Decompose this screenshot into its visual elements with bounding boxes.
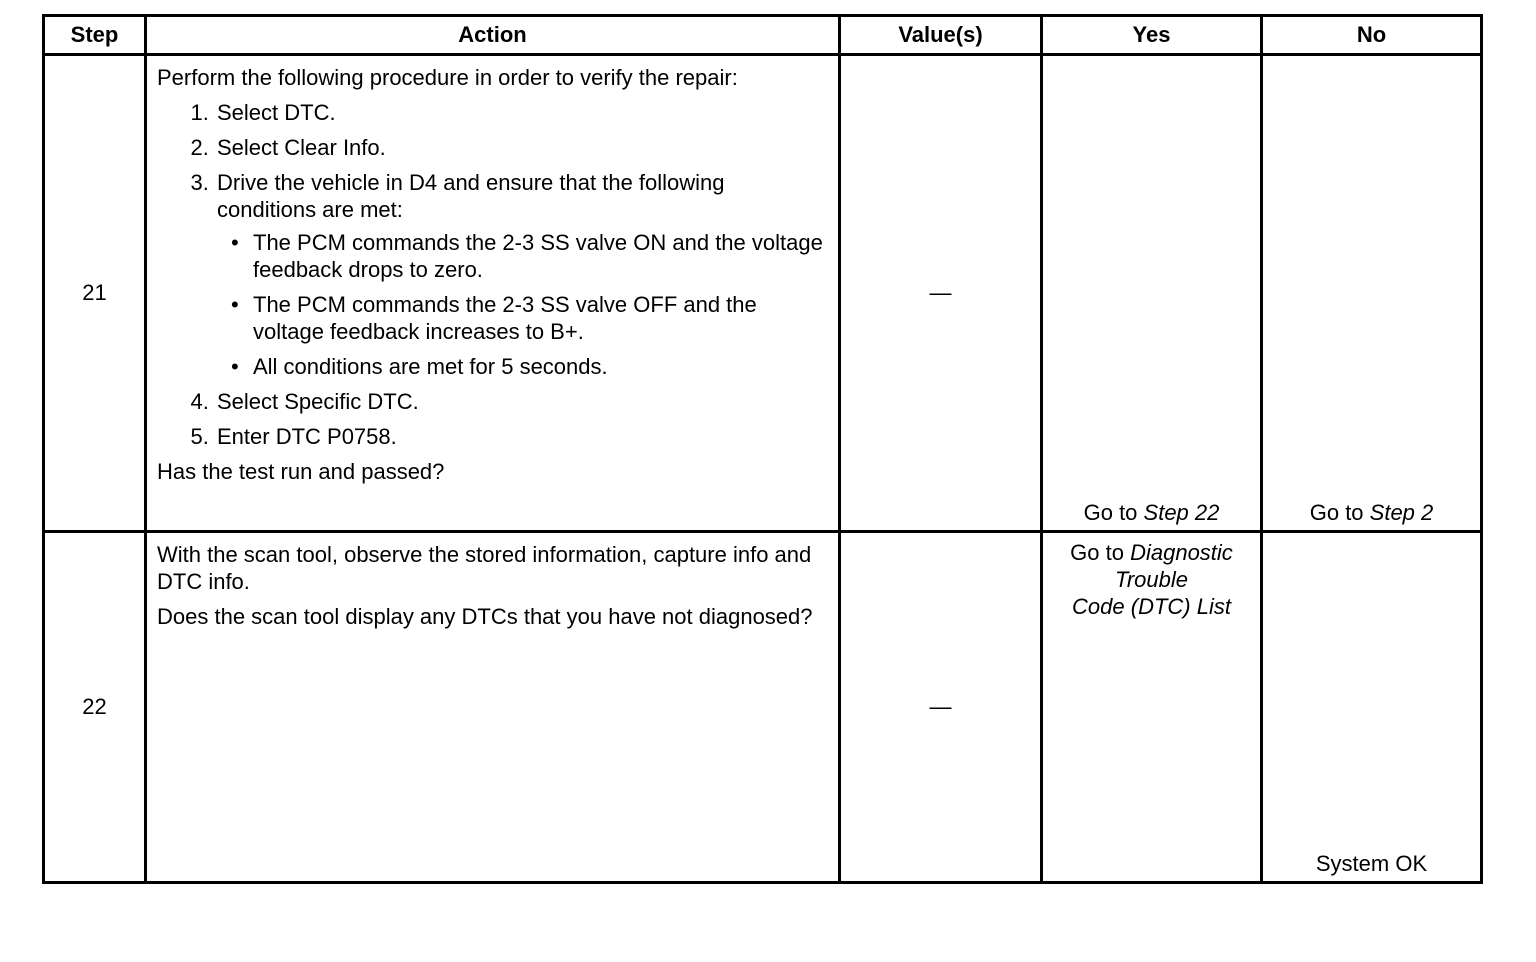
condition-item: • The PCM commands the 2-3 SS valve ON and the voltage feedback drops to zero.	[253, 229, 828, 283]
condition-list	[217, 229, 828, 380]
action-question: Has the test run and passed?	[157, 459, 445, 484]
no-cell	[1262, 55, 1482, 532]
header-yes: Yes	[1042, 16, 1262, 55]
value-dash: —	[929, 280, 952, 305]
condition-item: • All conditions are met for 5 seconds.	[253, 353, 828, 380]
action-text: With the scan tool, observe the stored information, capture info and DTC info.	[157, 542, 812, 594]
procedure-step: 4. Select Specific DTC.	[215, 388, 828, 415]
no-result	[1263, 499, 1480, 526]
yes-prefix: Go to	[1070, 540, 1131, 565]
header-step: Step	[44, 16, 146, 55]
yes-cell	[1042, 532, 1262, 883]
procedure-step: 1. Select DTC.	[215, 99, 828, 126]
step-number: 22	[44, 532, 146, 883]
action-question: Does the scan tool display any DTCs that you have not diagnosed?	[157, 604, 813, 629]
dtc-list-link-line1[interactable]: Diagnostic	[1130, 540, 1233, 565]
action-cell	[146, 55, 840, 532]
action-cell	[146, 532, 840, 883]
procedure-steps	[157, 99, 828, 450]
value-cell	[840, 532, 1042, 883]
yes-step-link[interactable]: Step 22	[1143, 500, 1220, 525]
table-row-step-22	[44, 532, 1482, 883]
value-cell	[840, 55, 1042, 532]
header-values: Value(s)	[840, 16, 1042, 55]
yes-prefix: Go to	[1083, 500, 1144, 525]
no-step-link[interactable]: Step 2	[1369, 500, 1434, 525]
no-prefix: Go to	[1309, 500, 1370, 525]
step-number: 21	[44, 55, 146, 532]
header-no: No	[1262, 16, 1482, 55]
condition-item: • The PCM commands the 2-3 SS valve OFF and the voltage feedback increases to B+.	[253, 291, 828, 345]
diagnostic-table	[42, 14, 1483, 884]
procedure-step	[215, 169, 828, 380]
value-dash: —	[929, 694, 952, 719]
procedure-step: 5. Enter DTC P0758.	[215, 423, 828, 450]
procedure-step: 2. Select Clear Info.	[215, 134, 828, 161]
header-row	[44, 16, 1482, 55]
action-intro: Perform the following procedure in order to verify the repair:	[157, 65, 738, 90]
yes-cell	[1042, 55, 1262, 532]
dtc-list-link-line3[interactable]: Code (DTC) List	[1072, 594, 1231, 619]
yes-result	[1043, 499, 1260, 526]
procedure-step-text: Drive the vehicle in D4 and ensure that the following conditions are met:	[217, 170, 725, 222]
dtc-list-link-line2[interactable]: Trouble	[1115, 567, 1188, 592]
no-result: System OK	[1315, 851, 1428, 876]
table-row-step-21	[44, 55, 1482, 532]
header-action: Action	[146, 16, 840, 55]
yes-result	[1043, 533, 1260, 620]
no-cell	[1262, 532, 1482, 883]
